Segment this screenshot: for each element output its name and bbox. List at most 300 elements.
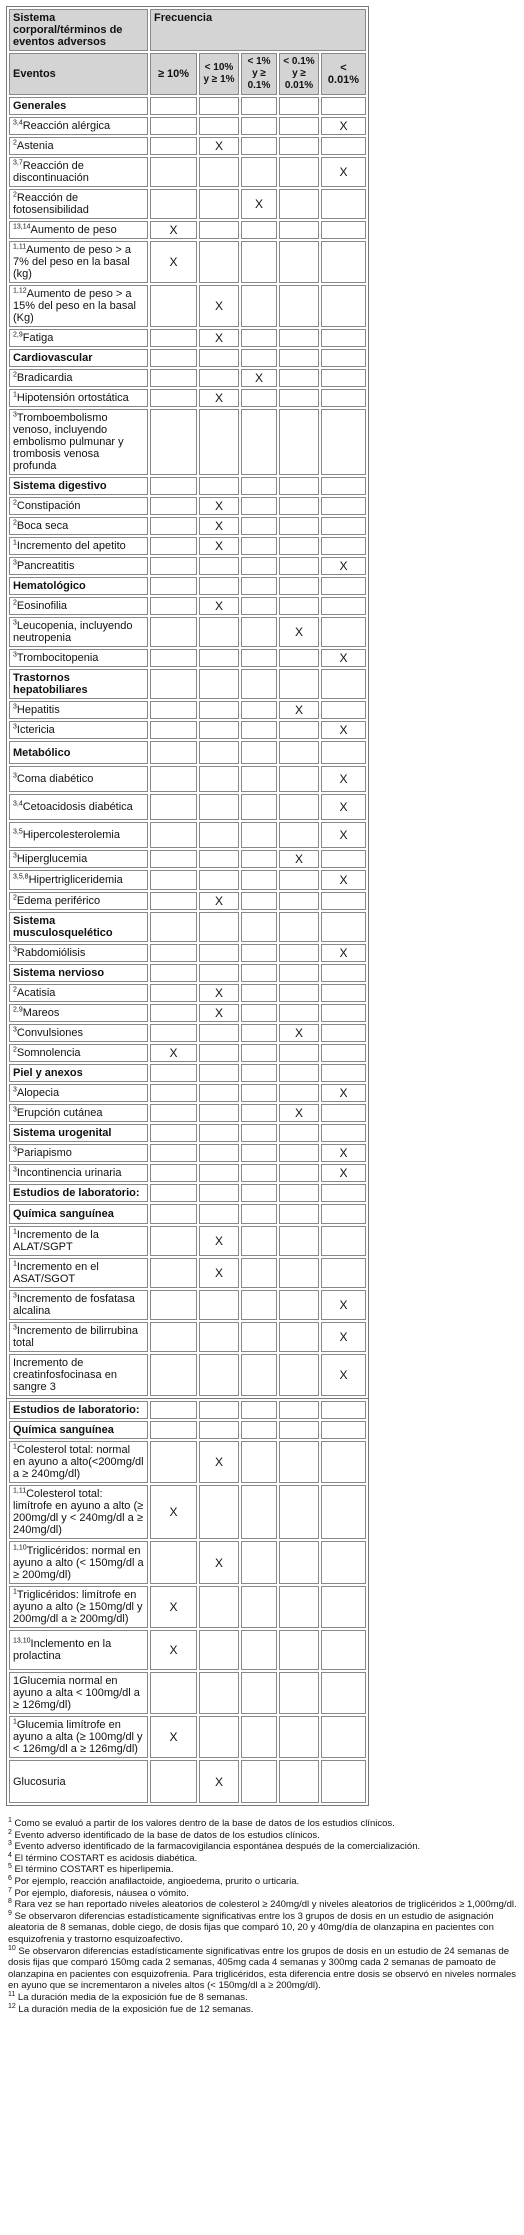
footnote-text: Se observaron diferencias estadísticamente significativas entre los grupos de dosis en un estudio de 24 semanas de dosis fijas que comparó 150mg cada 2 semanas, 405mg cada 4 semanas y 300mg cada 2 semanas de pamoato de olanzapina en pacientes con esquizofrenia. Para triglicéridos, esta diferencia entre dosis se observó en niveles normales en ayuno que se incrementaron a niveles altos (< 150mg/dl a ≥ 200mg/dl). bbox=[8, 1945, 517, 1992]
frequency-cell bbox=[321, 1084, 366, 1102]
frequency-cell bbox=[241, 329, 277, 347]
frequency-cell bbox=[279, 1144, 319, 1162]
table-row bbox=[9, 794, 366, 820]
event-label: Cetoacidosis diabética bbox=[22, 801, 133, 813]
footnote-ref: 3 bbox=[13, 1146, 17, 1154]
section-title bbox=[9, 97, 148, 115]
event-cell bbox=[9, 1541, 148, 1584]
frequency-cell bbox=[199, 721, 239, 739]
frequency-cell bbox=[150, 1586, 197, 1628]
event-label: Edema periférico bbox=[16, 895, 101, 907]
event-label: Hipertrigliceridemia bbox=[28, 874, 123, 886]
frequency-cell bbox=[199, 1064, 239, 1082]
footnote-ref: 2 bbox=[13, 894, 17, 902]
event-cell bbox=[9, 1044, 148, 1062]
event-label: Sistema digestivo bbox=[13, 480, 107, 492]
frequency-cell bbox=[199, 137, 239, 155]
table-row bbox=[9, 892, 366, 910]
frequency-cell bbox=[150, 117, 197, 135]
footnote-text: Por ejemplo, diaforesis, náusea o vómito. bbox=[11, 1887, 189, 1899]
frequency-cell bbox=[199, 1104, 239, 1122]
footnote-ref: 3,5 bbox=[13, 828, 23, 836]
frequency-cell bbox=[279, 1226, 319, 1256]
footnote-ref: 2 bbox=[13, 139, 17, 147]
frequency-cell bbox=[279, 1630, 319, 1670]
event-label: Triglicéridos: normal en ayuno a alto (< 150mg/dl a ≥ 200mg/dl) bbox=[13, 1544, 144, 1581]
frequency-cell bbox=[279, 157, 319, 187]
event-label: Incremento de fosfatasa alcalina bbox=[13, 1293, 135, 1317]
table-row bbox=[9, 1586, 366, 1628]
frequency-cell bbox=[321, 944, 366, 962]
frequency-cell bbox=[241, 1541, 277, 1584]
event-label: Sistema urogenital bbox=[13, 1127, 112, 1139]
table-row bbox=[9, 984, 366, 1002]
lab-studies-table bbox=[6, 1398, 369, 1806]
frequency-mark: X bbox=[214, 1774, 223, 1789]
frequency-cell bbox=[241, 1630, 277, 1670]
frequency-cell bbox=[199, 964, 239, 982]
frequency-cell bbox=[321, 721, 366, 739]
frequency-cell bbox=[199, 1672, 239, 1714]
frequency-cell bbox=[321, 597, 366, 615]
frequency-cell bbox=[199, 984, 239, 1002]
frequency-cell bbox=[150, 137, 197, 155]
table-row bbox=[9, 1541, 366, 1584]
frequency-cell bbox=[241, 241, 277, 283]
frequency-cell bbox=[321, 1064, 366, 1082]
event-label: Constipación bbox=[16, 500, 81, 512]
frequency-cell bbox=[241, 189, 277, 219]
frequency-cell bbox=[279, 1672, 319, 1714]
frequency-cell bbox=[321, 1401, 366, 1419]
event-cell bbox=[9, 517, 148, 535]
footnote-ref: 3 bbox=[13, 1106, 17, 1114]
frequency-cell bbox=[279, 1044, 319, 1062]
frequency-cell bbox=[279, 1164, 319, 1182]
frequency-cell bbox=[199, 157, 239, 187]
event-label: Colesterol total: limítrofe en ayuno a alto (≥ 200mg/dl y < 240mg/dl a ≥ 240mg/dl) bbox=[13, 1488, 144, 1536]
frequency-cell bbox=[321, 497, 366, 515]
event-label: Generales bbox=[13, 100, 67, 112]
table-row bbox=[9, 1290, 366, 1320]
footnote bbox=[8, 1911, 520, 1946]
frequency-cell bbox=[199, 1290, 239, 1320]
footnote-ref: 3 bbox=[13, 1324, 17, 1332]
frequency-cell bbox=[199, 1144, 239, 1162]
frequency-cell bbox=[199, 1184, 239, 1202]
frequency-mark: X bbox=[339, 772, 348, 786]
frequency-cell bbox=[150, 349, 197, 367]
table-row bbox=[9, 1024, 366, 1042]
frequency-cell bbox=[279, 649, 319, 667]
event-cell bbox=[9, 1760, 148, 1803]
event-label: Glucemia limítrofe en ayuno a alta (≥ 100mg/dl y < 126mg/dl a ≥ 126mg/dl) bbox=[13, 1719, 143, 1755]
event-label: Hipercolesterolemia bbox=[22, 829, 120, 841]
frequency-cell bbox=[279, 329, 319, 347]
frequency-mark: X bbox=[214, 986, 223, 1000]
frequency-cell bbox=[241, 1084, 277, 1102]
header-col-3: < 0.1% y ≥ 0.01% bbox=[279, 53, 319, 95]
event-cell bbox=[9, 701, 148, 719]
frequency-cell bbox=[199, 409, 239, 475]
frequency-cell bbox=[279, 669, 319, 699]
footnote-ref: 1,11 bbox=[13, 1487, 27, 1495]
footnote-number: 12 bbox=[8, 2002, 16, 2010]
frequency-cell bbox=[150, 97, 197, 115]
frequency-cell bbox=[199, 912, 239, 942]
frequency-mark: X bbox=[339, 1086, 348, 1100]
frequency-cell bbox=[279, 389, 319, 407]
frequency-cell bbox=[241, 369, 277, 387]
frequency-cell bbox=[150, 1084, 197, 1102]
event-cell bbox=[9, 369, 148, 387]
frequency-cell bbox=[150, 537, 197, 555]
frequency-cell bbox=[150, 1401, 197, 1419]
frequency-cell bbox=[199, 329, 239, 347]
footnote-ref: 1 bbox=[13, 1718, 17, 1726]
event-label: Alopecia bbox=[16, 1087, 60, 1099]
section-title bbox=[9, 964, 148, 982]
frequency-cell bbox=[241, 477, 277, 495]
frequency-cell bbox=[241, 892, 277, 910]
frequency-cell bbox=[321, 189, 366, 219]
frequency-cell bbox=[321, 1672, 366, 1714]
frequency-cell bbox=[321, 557, 366, 575]
frequency-mark: X bbox=[294, 852, 303, 866]
table-row bbox=[9, 1354, 366, 1396]
table-row bbox=[9, 157, 366, 187]
frequency-cell bbox=[241, 1184, 277, 1202]
frequency-mark: X bbox=[169, 1046, 178, 1060]
footnote-ref: 2 bbox=[13, 191, 17, 199]
frequency-cell bbox=[150, 964, 197, 982]
table-row bbox=[9, 137, 366, 155]
footnote bbox=[8, 1841, 520, 1853]
section-title bbox=[9, 1204, 148, 1224]
event-label: Aumento de peso > a 7% del peso en la basal (kg) bbox=[13, 244, 131, 280]
event-label: Aumento de peso > a 15% del peso en la basal (Kg) bbox=[13, 288, 136, 324]
frequency-cell bbox=[199, 477, 239, 495]
frequency-mark: X bbox=[214, 391, 223, 405]
frequency-cell bbox=[241, 1401, 277, 1419]
footnote-ref: 13,14 bbox=[13, 223, 31, 231]
event-label: Sistema musculosquelético bbox=[13, 915, 113, 939]
frequency-cell bbox=[321, 1354, 366, 1396]
footnote-ref: 1 bbox=[13, 391, 17, 399]
frequency-cell bbox=[241, 1104, 277, 1122]
frequency-cell bbox=[279, 1064, 319, 1082]
frequency-cell bbox=[199, 1226, 239, 1256]
table-row bbox=[9, 870, 366, 890]
footnotes bbox=[6, 1818, 520, 2015]
frequency-cell bbox=[241, 617, 277, 647]
frequency-cell bbox=[199, 649, 239, 667]
frequency-cell bbox=[241, 669, 277, 699]
frequency-cell bbox=[199, 1401, 239, 1419]
frequency-cell bbox=[199, 241, 239, 283]
frequency-cell bbox=[279, 964, 319, 982]
frequency-cell bbox=[150, 1104, 197, 1122]
frequency-cell bbox=[199, 617, 239, 647]
frequency-mark: X bbox=[339, 559, 348, 573]
footnote-ref: 3 bbox=[13, 651, 17, 659]
frequency-cell bbox=[321, 329, 366, 347]
event-label: Eosinofilia bbox=[16, 600, 68, 612]
frequency-cell bbox=[321, 870, 366, 890]
frequency-cell bbox=[279, 577, 319, 595]
frequency-cell bbox=[150, 557, 197, 575]
frequency-cell bbox=[150, 1760, 197, 1803]
event-cell bbox=[9, 189, 148, 219]
frequency-mark: X bbox=[214, 519, 223, 533]
frequency-cell bbox=[199, 1164, 239, 1182]
frequency-cell bbox=[241, 157, 277, 187]
frequency-cell bbox=[199, 221, 239, 239]
footnote-text: Como se evaluó a partir de los valores dentro de la base de datos de los estudios clínicos. bbox=[11, 1818, 395, 1829]
frequency-cell bbox=[241, 649, 277, 667]
event-cell bbox=[9, 850, 148, 868]
frequency-cell bbox=[150, 649, 197, 667]
frequency-cell bbox=[199, 1421, 239, 1439]
frequency-mark: X bbox=[254, 371, 263, 385]
frequency-cell bbox=[321, 850, 366, 868]
table-row bbox=[9, 822, 366, 848]
frequency-cell bbox=[199, 741, 239, 764]
frequency-cell bbox=[279, 1124, 319, 1142]
frequency-cell bbox=[150, 822, 197, 848]
frequency-cell bbox=[199, 944, 239, 962]
event-cell bbox=[9, 557, 148, 575]
frequency-cell bbox=[321, 1164, 366, 1182]
frequency-cell bbox=[321, 822, 366, 848]
footnote-ref: 1 bbox=[13, 539, 17, 547]
table-row bbox=[9, 329, 366, 347]
footnote bbox=[8, 1888, 520, 1900]
table-row bbox=[9, 944, 366, 962]
frequency-cell bbox=[241, 964, 277, 982]
frequency-cell bbox=[279, 597, 319, 615]
footnote-number: 6 bbox=[8, 1874, 12, 1882]
frequency-cell bbox=[199, 597, 239, 615]
section-row bbox=[9, 1401, 366, 1419]
frequency-cell bbox=[150, 409, 197, 475]
frequency-cell bbox=[279, 241, 319, 283]
frequency-mark: X bbox=[214, 1555, 223, 1570]
frequency-cell bbox=[279, 1354, 319, 1396]
frequency-mark: X bbox=[294, 703, 303, 717]
footnote-number: 4 bbox=[8, 1851, 12, 1859]
event-cell bbox=[9, 1322, 148, 1352]
frequency-cell bbox=[241, 1258, 277, 1288]
frequency-cell bbox=[150, 329, 197, 347]
section-title bbox=[9, 1064, 148, 1082]
footnote-number: 9 bbox=[8, 1909, 12, 1917]
event-label: Colesterol total: normal en ayuno a alto(<200mg/dl a ≥ 240mg/dl) bbox=[13, 1444, 144, 1480]
frequency-mark: X bbox=[294, 625, 303, 639]
frequency-cell bbox=[321, 285, 366, 327]
frequency-cell bbox=[199, 1441, 239, 1483]
event-label: Incremento de bilirrubina total bbox=[13, 1325, 138, 1349]
frequency-cell bbox=[321, 1485, 366, 1539]
frequency-cell bbox=[199, 537, 239, 555]
frequency-cell bbox=[279, 117, 319, 135]
frequency-cell bbox=[150, 577, 197, 595]
event-label: Hepatitis bbox=[16, 704, 60, 716]
frequency-cell bbox=[321, 1144, 366, 1162]
frequency-mark: X bbox=[214, 1006, 223, 1020]
frequency-cell bbox=[279, 944, 319, 962]
table-row bbox=[9, 1144, 366, 1162]
frequency-cell bbox=[279, 557, 319, 575]
frequency-cell bbox=[241, 1716, 277, 1758]
footnote-ref: 3,5,8 bbox=[13, 873, 29, 881]
frequency-cell bbox=[279, 1541, 319, 1584]
frequency-mark: X bbox=[339, 1146, 348, 1160]
section-row bbox=[9, 1421, 366, 1439]
frequency-cell bbox=[241, 1672, 277, 1714]
event-label: 1Glucemia normal en ayuno a alta < 100mg/dl a ≥ 126mg/dl) bbox=[13, 1675, 140, 1711]
frequency-cell bbox=[199, 1354, 239, 1396]
event-cell bbox=[9, 794, 148, 820]
frequency-cell bbox=[321, 389, 366, 407]
header-col-2: < 1% y ≥ 0.1% bbox=[241, 53, 277, 95]
header-col-1: < 10% y ≥ 1% bbox=[199, 53, 239, 95]
table-row bbox=[9, 557, 366, 575]
section-row bbox=[9, 1064, 366, 1082]
frequency-cell bbox=[241, 597, 277, 615]
table-row bbox=[9, 285, 366, 327]
frequency-cell bbox=[241, 912, 277, 942]
frequency-cell bbox=[150, 984, 197, 1002]
frequency-cell bbox=[279, 137, 319, 155]
event-label: Química sanguínea bbox=[13, 1424, 114, 1436]
table-row bbox=[9, 497, 366, 515]
frequency-cell bbox=[241, 721, 277, 739]
table-row bbox=[9, 1044, 366, 1062]
section-title bbox=[9, 1421, 148, 1439]
footnote bbox=[8, 1830, 520, 1842]
section-row bbox=[9, 1184, 366, 1202]
event-label: Estudios de laboratorio: bbox=[13, 1187, 140, 1199]
frequency-cell bbox=[241, 1421, 277, 1439]
frequency-mark: X bbox=[214, 139, 223, 153]
footnote-number: 2 bbox=[8, 1828, 12, 1836]
frequency-cell bbox=[199, 369, 239, 387]
frequency-cell bbox=[321, 157, 366, 187]
frequency-cell bbox=[321, 649, 366, 667]
footnote-ref: 3 bbox=[13, 946, 17, 954]
section-row bbox=[9, 964, 366, 982]
table-row bbox=[9, 221, 366, 239]
frequency-cell bbox=[199, 117, 239, 135]
frequency-cell bbox=[321, 617, 366, 647]
frequency-cell bbox=[241, 1164, 277, 1182]
footnote-ref: 1,11 bbox=[13, 243, 27, 251]
frequency-cell bbox=[199, 766, 239, 792]
frequency-cell bbox=[150, 944, 197, 962]
frequency-cell bbox=[150, 741, 197, 764]
frequency-cell bbox=[279, 369, 319, 387]
frequency-cell bbox=[279, 984, 319, 1002]
frequency-cell bbox=[199, 1541, 239, 1584]
frequency-cell bbox=[150, 1672, 197, 1714]
table-row bbox=[9, 1760, 366, 1803]
footnote-text: El término COSTART es acidosis diabética. bbox=[11, 1852, 198, 1864]
header-col-4: < 0.01% bbox=[321, 53, 366, 95]
frequency-cell bbox=[279, 1586, 319, 1628]
frequency-cell bbox=[279, 892, 319, 910]
frequency-cell bbox=[321, 1024, 366, 1042]
event-cell bbox=[9, 870, 148, 890]
event-label: Trastornos hepatobiliares bbox=[13, 672, 88, 696]
frequency-cell bbox=[279, 1485, 319, 1539]
footnote-ref: 3 bbox=[13, 723, 17, 731]
event-label: Reacción de fotosensibilidad bbox=[13, 192, 89, 216]
frequency-mark: X bbox=[169, 223, 178, 237]
frequency-cell bbox=[241, 701, 277, 719]
frequency-cell bbox=[241, 1024, 277, 1042]
frequency-cell bbox=[150, 1354, 197, 1396]
frequency-cell bbox=[150, 1716, 197, 1758]
section-row bbox=[9, 97, 366, 115]
frequency-cell bbox=[150, 369, 197, 387]
event-cell bbox=[9, 1258, 148, 1288]
event-label: Erupción cutánea bbox=[16, 1107, 103, 1119]
frequency-cell bbox=[199, 892, 239, 910]
table-row bbox=[9, 409, 366, 475]
frequency-cell bbox=[279, 1024, 319, 1042]
footnote-text: Rara vez se han reportado niveles aleatorios de colesterol ≥ 240mg/dl y niveles aleatorios de triglicéridos ≥ 1,000mg/dl. bbox=[11, 1899, 517, 1911]
frequency-cell bbox=[150, 221, 197, 239]
section-title bbox=[9, 349, 148, 367]
frequency-cell bbox=[199, 1084, 239, 1102]
frequency-cell bbox=[199, 557, 239, 575]
footnote bbox=[8, 1864, 520, 1876]
table-row bbox=[9, 597, 366, 615]
event-cell bbox=[9, 537, 148, 555]
frequency-cell bbox=[321, 1421, 366, 1439]
footnote-text: Se observaron diferencias estadísticamente significativas entre los 3 grupos de dosis en un estudio de asignación aleatoria de 8 semanas, doble ciego, de dosis fijas que comparó 10, 20 y 40mg/día de olanzapina en pacientes con esquizofrenia y trastorno esquizoafectivo. bbox=[8, 1910, 494, 1945]
frequency-mark: X bbox=[214, 331, 223, 345]
frequency-cell bbox=[199, 349, 239, 367]
footnote-number: 3 bbox=[8, 1840, 12, 1848]
frequency-cell bbox=[279, 1322, 319, 1352]
frequency-cell bbox=[279, 1401, 319, 1419]
frequency-cell bbox=[199, 1630, 239, 1670]
event-cell bbox=[9, 1084, 148, 1102]
section-row bbox=[9, 1204, 366, 1224]
frequency-mark: X bbox=[214, 894, 223, 908]
adverse-events-table bbox=[6, 6, 369, 1399]
footnote bbox=[8, 1992, 520, 2004]
event-label: Inclemento en la prolactina bbox=[13, 1638, 112, 1662]
frequency-cell bbox=[241, 1044, 277, 1062]
event-cell bbox=[9, 409, 148, 475]
frequency-cell bbox=[241, 984, 277, 1002]
frequency-cell bbox=[241, 537, 277, 555]
table-row bbox=[9, 389, 366, 407]
frequency-cell bbox=[150, 1485, 197, 1539]
footnote-ref: 2,9 bbox=[13, 1006, 23, 1014]
footnote-ref: 2 bbox=[13, 986, 17, 994]
footnote-number: 11 bbox=[8, 1990, 16, 1998]
event-cell bbox=[9, 1630, 148, 1670]
frequency-mark: X bbox=[339, 1330, 348, 1344]
frequency-cell bbox=[321, 1258, 366, 1288]
frequency-cell bbox=[279, 721, 319, 739]
event-cell bbox=[9, 157, 148, 187]
event-label: Piel y anexos bbox=[13, 1067, 83, 1079]
